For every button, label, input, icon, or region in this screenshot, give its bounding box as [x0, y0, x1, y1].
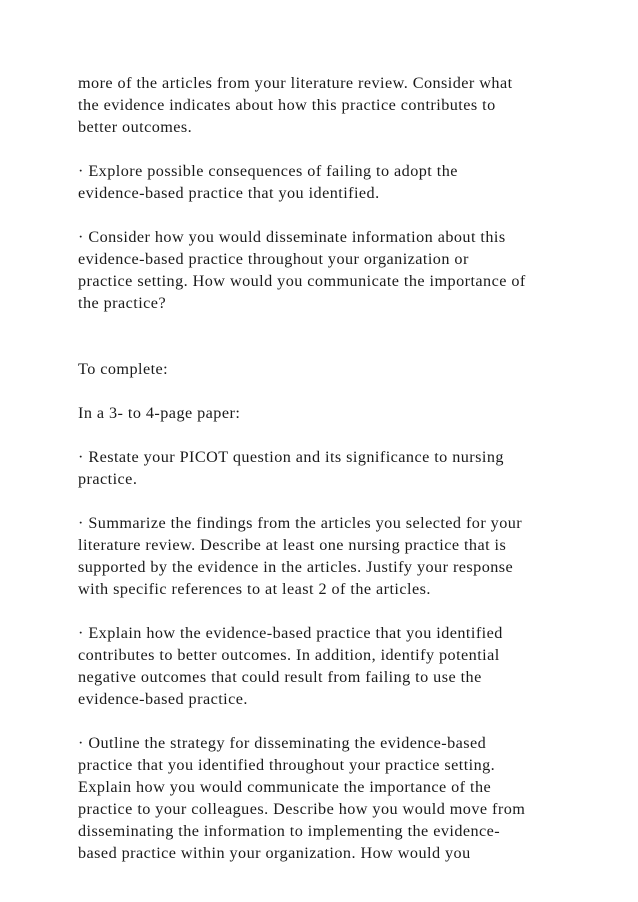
paragraph-evidence-intro — [78, 72, 578, 138]
text-line: · Summarize the findings from the articles you selected for your — [78, 514, 523, 532]
text-line: evidence-based practice throughout your organization or — [78, 250, 469, 268]
text-line: · Explore possible consequences of failing to adopt the — [78, 162, 458, 180]
text-line: To complete: — [78, 360, 169, 378]
text-line: · Outline the strategy for disseminating the evidence-based — [78, 734, 487, 752]
text-line: literature review. Describe at least one nursing practice that is — [78, 536, 507, 554]
document-body — [78, 72, 578, 886]
text-line: · Consider how you would disseminate information about this — [78, 228, 506, 246]
text-line: evidence-based practice that you identified. — [78, 184, 380, 202]
bullet-explore-consequences — [78, 160, 578, 204]
text-line: practice. — [78, 470, 138, 488]
text-line: the evidence indicates about how this practice contributes to — [78, 96, 496, 114]
text-line: evidence-based practice. — [78, 690, 248, 708]
text-line: supported by the evidence in the articles. Justify your response — [78, 558, 514, 576]
paper-length-instruction — [78, 402, 578, 424]
text-line: the practice? — [78, 294, 167, 312]
text-line: Explain how you would communicate the importance of the — [78, 778, 492, 796]
bullet-explain-outcomes — [78, 622, 578, 710]
bullet-outline-strategy — [78, 732, 578, 864]
bullet-restate-picot — [78, 446, 578, 490]
text-line: better outcomes. — [78, 118, 193, 136]
text-line: disseminating the information to implementing the evidence- — [78, 822, 501, 840]
text-line: practice that you identified throughout your practice setting. — [78, 756, 496, 774]
text-line: practice to your colleagues. Describe how you would move from — [78, 800, 526, 818]
text-line: with specific references to at least 2 of the articles. — [78, 580, 431, 598]
text-line: contributes to better outcomes. In addition, identify potential — [78, 646, 500, 664]
heading-to-complete — [78, 358, 578, 380]
bullet-disseminate-information — [78, 226, 578, 314]
text-line: In a 3- to 4-page paper: — [78, 404, 241, 422]
text-line: based practice within your organization. How would you — [78, 844, 471, 862]
text-line: more of the articles from your literature review. Consider what — [78, 74, 513, 92]
text-line: negative outcomes that could result from failing to use the — [78, 668, 482, 686]
text-line: · Restate your PICOT question and its significance to nursing — [78, 448, 504, 466]
text-line: practice setting. How would you communicate the importance of — [78, 272, 526, 290]
text-line: · Explain how the evidence-based practice that you identified — [78, 624, 503, 642]
bullet-summarize-findings — [78, 512, 578, 600]
